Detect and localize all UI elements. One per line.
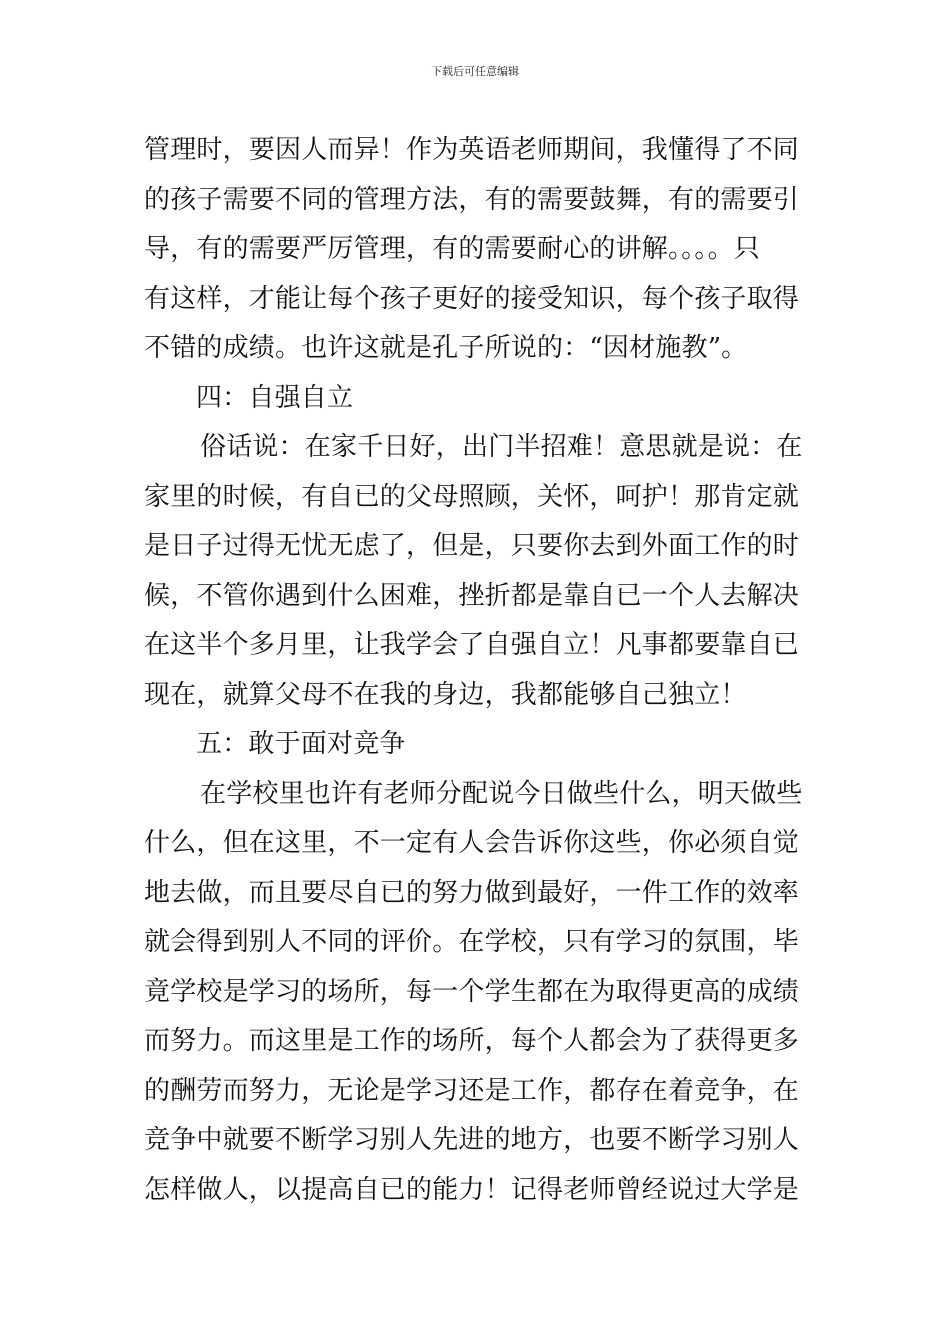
text-line: 竟学校是学习的场所，每一个学生都在为取得更高的成绩 (144, 976, 800, 1007)
text-line: 就会得到别人不同的评价。在学校，只有学习的氛围，毕 (144, 927, 800, 957)
text-line: 导，有的需要严厉管理，有的需要耐心的讲解。。。。只 (144, 234, 761, 264)
text-line: 地去做，而且要尽自已的努力做到最好，一件工作的效率 (144, 877, 800, 908)
text-line: 在学校里也许有老师分配说今日做些什么，明天做些 (200, 778, 803, 809)
text-line: 是日子过得无忧无虑了，但是，只要你去到外面工作的时 (144, 531, 800, 561)
text-line: 现在，就算父母不在我的身边，我都能够自己独立！ (144, 679, 747, 710)
text-line: 不错的成绩。也许这就是孔子所说的：“因材施教”。 (144, 333, 748, 363)
text-line: 候，不管你遇到什么困难，挫折都是靠自已一个人去解决 (144, 580, 800, 611)
document-body (144, 126, 814, 1215)
text-line: 俗话说：在家千日好，出门半招难！意思就是说：在 (200, 432, 803, 462)
text-line: 的孩子需要不同的管理方法，有的需要鼓舞，有的需要引 (144, 184, 800, 215)
text-line: 有这样，才能让每个孩子更好的接受知识，每个孩子取得 (144, 283, 800, 314)
text-line: 在这半个多月里，让我学会了自强自立！凡事都要靠自已 (144, 630, 800, 660)
section-heading-4: 四：自强自立 (196, 382, 354, 413)
section-heading-5: 五：敢于面对竞争 (196, 729, 406, 759)
text-line: 怎样做人，以提高自已的能力！记得老师曾经说过大学是 (144, 1174, 800, 1205)
text-line: 管理时，要因人而异！作为英语老师期间，我懂得了不同 (144, 135, 800, 165)
text-line: 的酬劳而努力，无论是学习还是工作，都存在着竞争，在 (144, 1075, 800, 1106)
page-header: 下载后可任意编辑 (431, 65, 519, 78)
text-line: 家里的时候，有自已的父母照顾，关怀，呵护！那肯定就 (144, 481, 800, 512)
text-line: 竞争中就要不断学习别人先进的地方，也要不断学习别人 (144, 1125, 800, 1155)
text-line: 什么，但在这里，不一定有人会告诉你这些，你必须自觉 (144, 828, 800, 858)
text-line: 而努力。而这里是工作的场所，每个人都会为了获得更多 (144, 1026, 800, 1056)
